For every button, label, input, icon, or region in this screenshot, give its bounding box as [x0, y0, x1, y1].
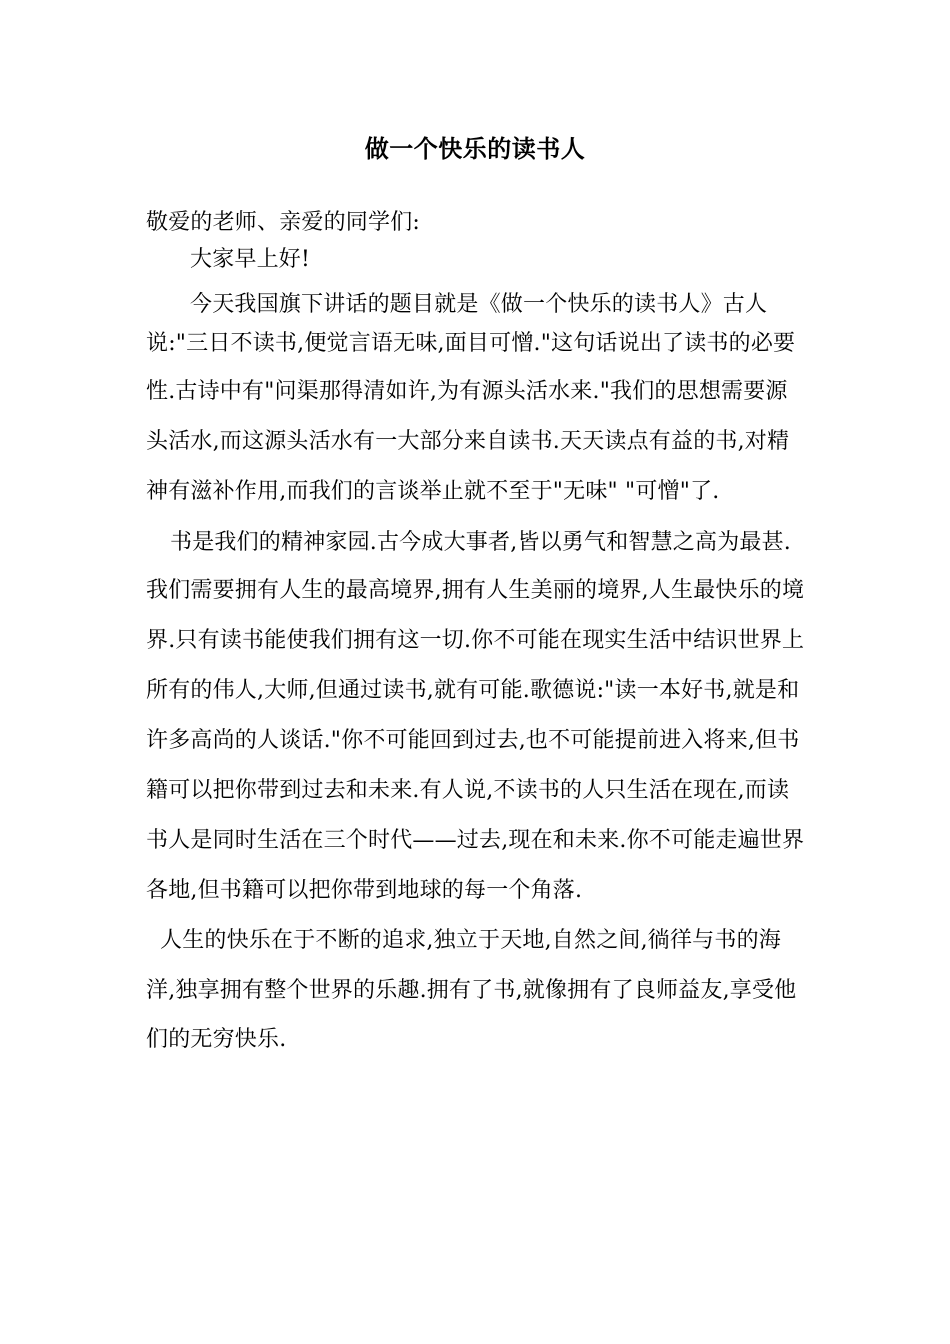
paragraph-line: 人生的快乐在于不断的追求,独立于天地,自然之间,徜徉与书的海	[160, 928, 781, 953]
paragraph-line: 各地,但书籍可以把你带到地球的每一个角落.	[146, 878, 583, 903]
paragraph-line: 神有滋补作用,而我们的言谈举止就不至于"无味" "可憎"了.	[146, 479, 720, 504]
paragraph-line: 今天我国旗下讲话的题目就是《做一个快乐的读书人》古人	[190, 292, 768, 317]
paragraph-line: 所有的伟人,大师,但通过读书,就有可能.歌德说:"读一本好书,就是和	[146, 678, 800, 703]
paragraph-line: 界.只有读书能使我们拥有这一切.你不可能在现实生活中结识世界上	[146, 628, 805, 653]
paragraph-line: 们的无穷快乐.	[146, 1027, 287, 1052]
paragraph-line: 许多高尚的人谈话."你不可能回到过去,也不可能提前进入将来,但书	[146, 728, 800, 753]
paragraph-line: 籍可以把你带到过去和未来.有人说,不读书的人只生活在现在,而读	[146, 778, 790, 803]
paragraph-line: 我们需要拥有人生的最高境界,拥有人生美丽的境界,人生最快乐的境	[146, 578, 805, 603]
paragraph-line: 书是我们的精神家园.古今成大事者,皆以勇气和智慧之高为最甚.	[170, 530, 791, 555]
paragraph-line: 书人是同时生活在三个时代——过去,现在和未来.你不可能走遍世界	[146, 828, 805, 853]
paragraph-line: 头活水,而这源头活水有一大部分来自读书.天天读点有益的书,对精	[146, 429, 790, 454]
document-title: 做一个快乐的读书人	[364, 135, 586, 163]
paragraph-line: 洋,独享拥有整个世界的乐趣.拥有了书,就像拥有了良师益友,享受他	[146, 978, 797, 1003]
salutation: 敬爱的老师、亲爱的同学们:	[146, 210, 421, 235]
greeting: 大家早上好!	[190, 247, 311, 272]
paragraph-line: 性.古诗中有"问渠那得清如许,为有源头活水来."我们的思想需要源	[146, 379, 788, 404]
paragraph-line: 说:"三日不读书,便觉言语无味,面目可憎."这句话说出了读书的必要	[146, 331, 796, 356]
